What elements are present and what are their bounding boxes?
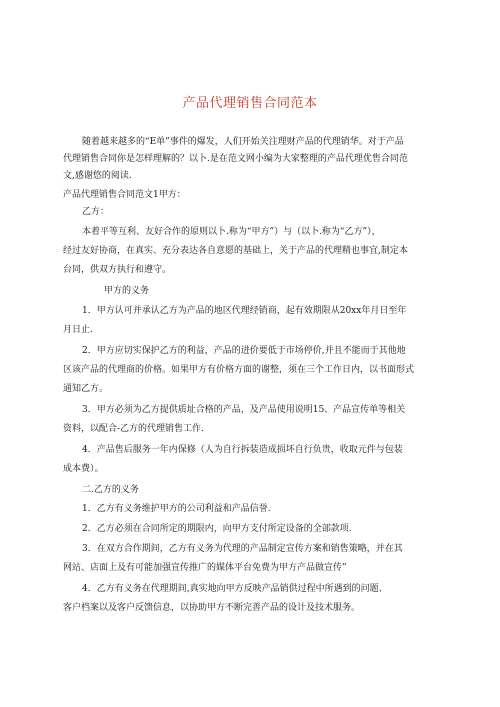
paragraph-line: 成本费）。 — [63, 464, 104, 474]
paragraph-line: 4．乙方有义务在代理期间,真实地向甲方反映产品销供过程中所遇到的问题、 — [82, 584, 388, 594]
paragraph-line: 2．乙方必须在合同所定的期限内，向甲方支付所定设备的全部款项. — [82, 524, 352, 534]
paragraph-line: 台同，供双方执行和遵守。 — [63, 265, 172, 275]
section-heading: 二.乙方的义务 — [82, 485, 139, 495]
paragraph-line: 3．在双方合作期间，乙方有义务为代理的产品制定宣传方案和销售策略，并在其 — [82, 544, 403, 554]
paragraph-line: 随着越来越多的“E单”事件的爆发，人们开始关注理财产品的代理销华。对于产品 — [82, 137, 404, 147]
paragraph-line: 资料，以配合-乙方的代理销售工作. — [63, 424, 204, 434]
paragraph-line: 文,感谢悠的阅读. — [63, 171, 132, 181]
paragraph-line: 2．甲方应切实保护乙方的利益，产品的进价要低于市场停价,并且不能而于其他地 — [82, 346, 406, 356]
paragraph-line: 1．甲方认可并承认乙方为产品的地区代理经销商，起有效期限从20xx年月日至年 — [82, 306, 407, 316]
section-heading: 甲方的义务 — [104, 286, 150, 296]
paragraph-line: 3．甲方必须为乙方提供质址合格的产品，及产品使用说明15、产品宣传单等相关 — [82, 405, 406, 415]
paragraph-line: 经过友好协商，在真实、充分表达各自意愿的基础上，关于产品的代理精也事宜,制定本 — [63, 246, 408, 256]
paragraph-line: 月日止. — [63, 325, 93, 335]
paragraph-line: 产品代理销售合同范文1甲方： — [63, 190, 186, 200]
paragraph-line: 4．产品售后服务一年内保修（人为自行拆装造成损坏自行负贵，收取元件与包装 — [82, 445, 403, 455]
paragraph-line: 代理销售合同你是怎样理解的？以卜.是在范文网小编为大家整理的产品代理优售合同范 — [63, 154, 408, 164]
paragraph-line: 通知乙方。 — [63, 384, 109, 394]
paragraph-line: 乙方： — [82, 207, 110, 217]
paragraph-line: 本着平等互利、友好合作的原则以卜.称为“甲方”）与（以卜.称为“乙方”）， — [82, 227, 381, 237]
paragraph-line: 1．乙方有义务维护甲方的公司利益和产品信誉. — [82, 504, 271, 514]
paragraph-line: 网站、店面上及有可能加强宣传推广的媒体平台免费为甲方产品做宣传” — [63, 563, 347, 573]
paragraph-line: 区该产品的代理商的价格。如果甲方有价格方面的谢整，须在三个工作日内，以书面形式 — [63, 365, 415, 375]
paragraph-line: 客户档案以及客户反馈信息，以协助甲方不断完善产品的设计及技术服务。 — [63, 603, 361, 613]
document-title: 产品代理销售合同范本 — [182, 96, 318, 111]
